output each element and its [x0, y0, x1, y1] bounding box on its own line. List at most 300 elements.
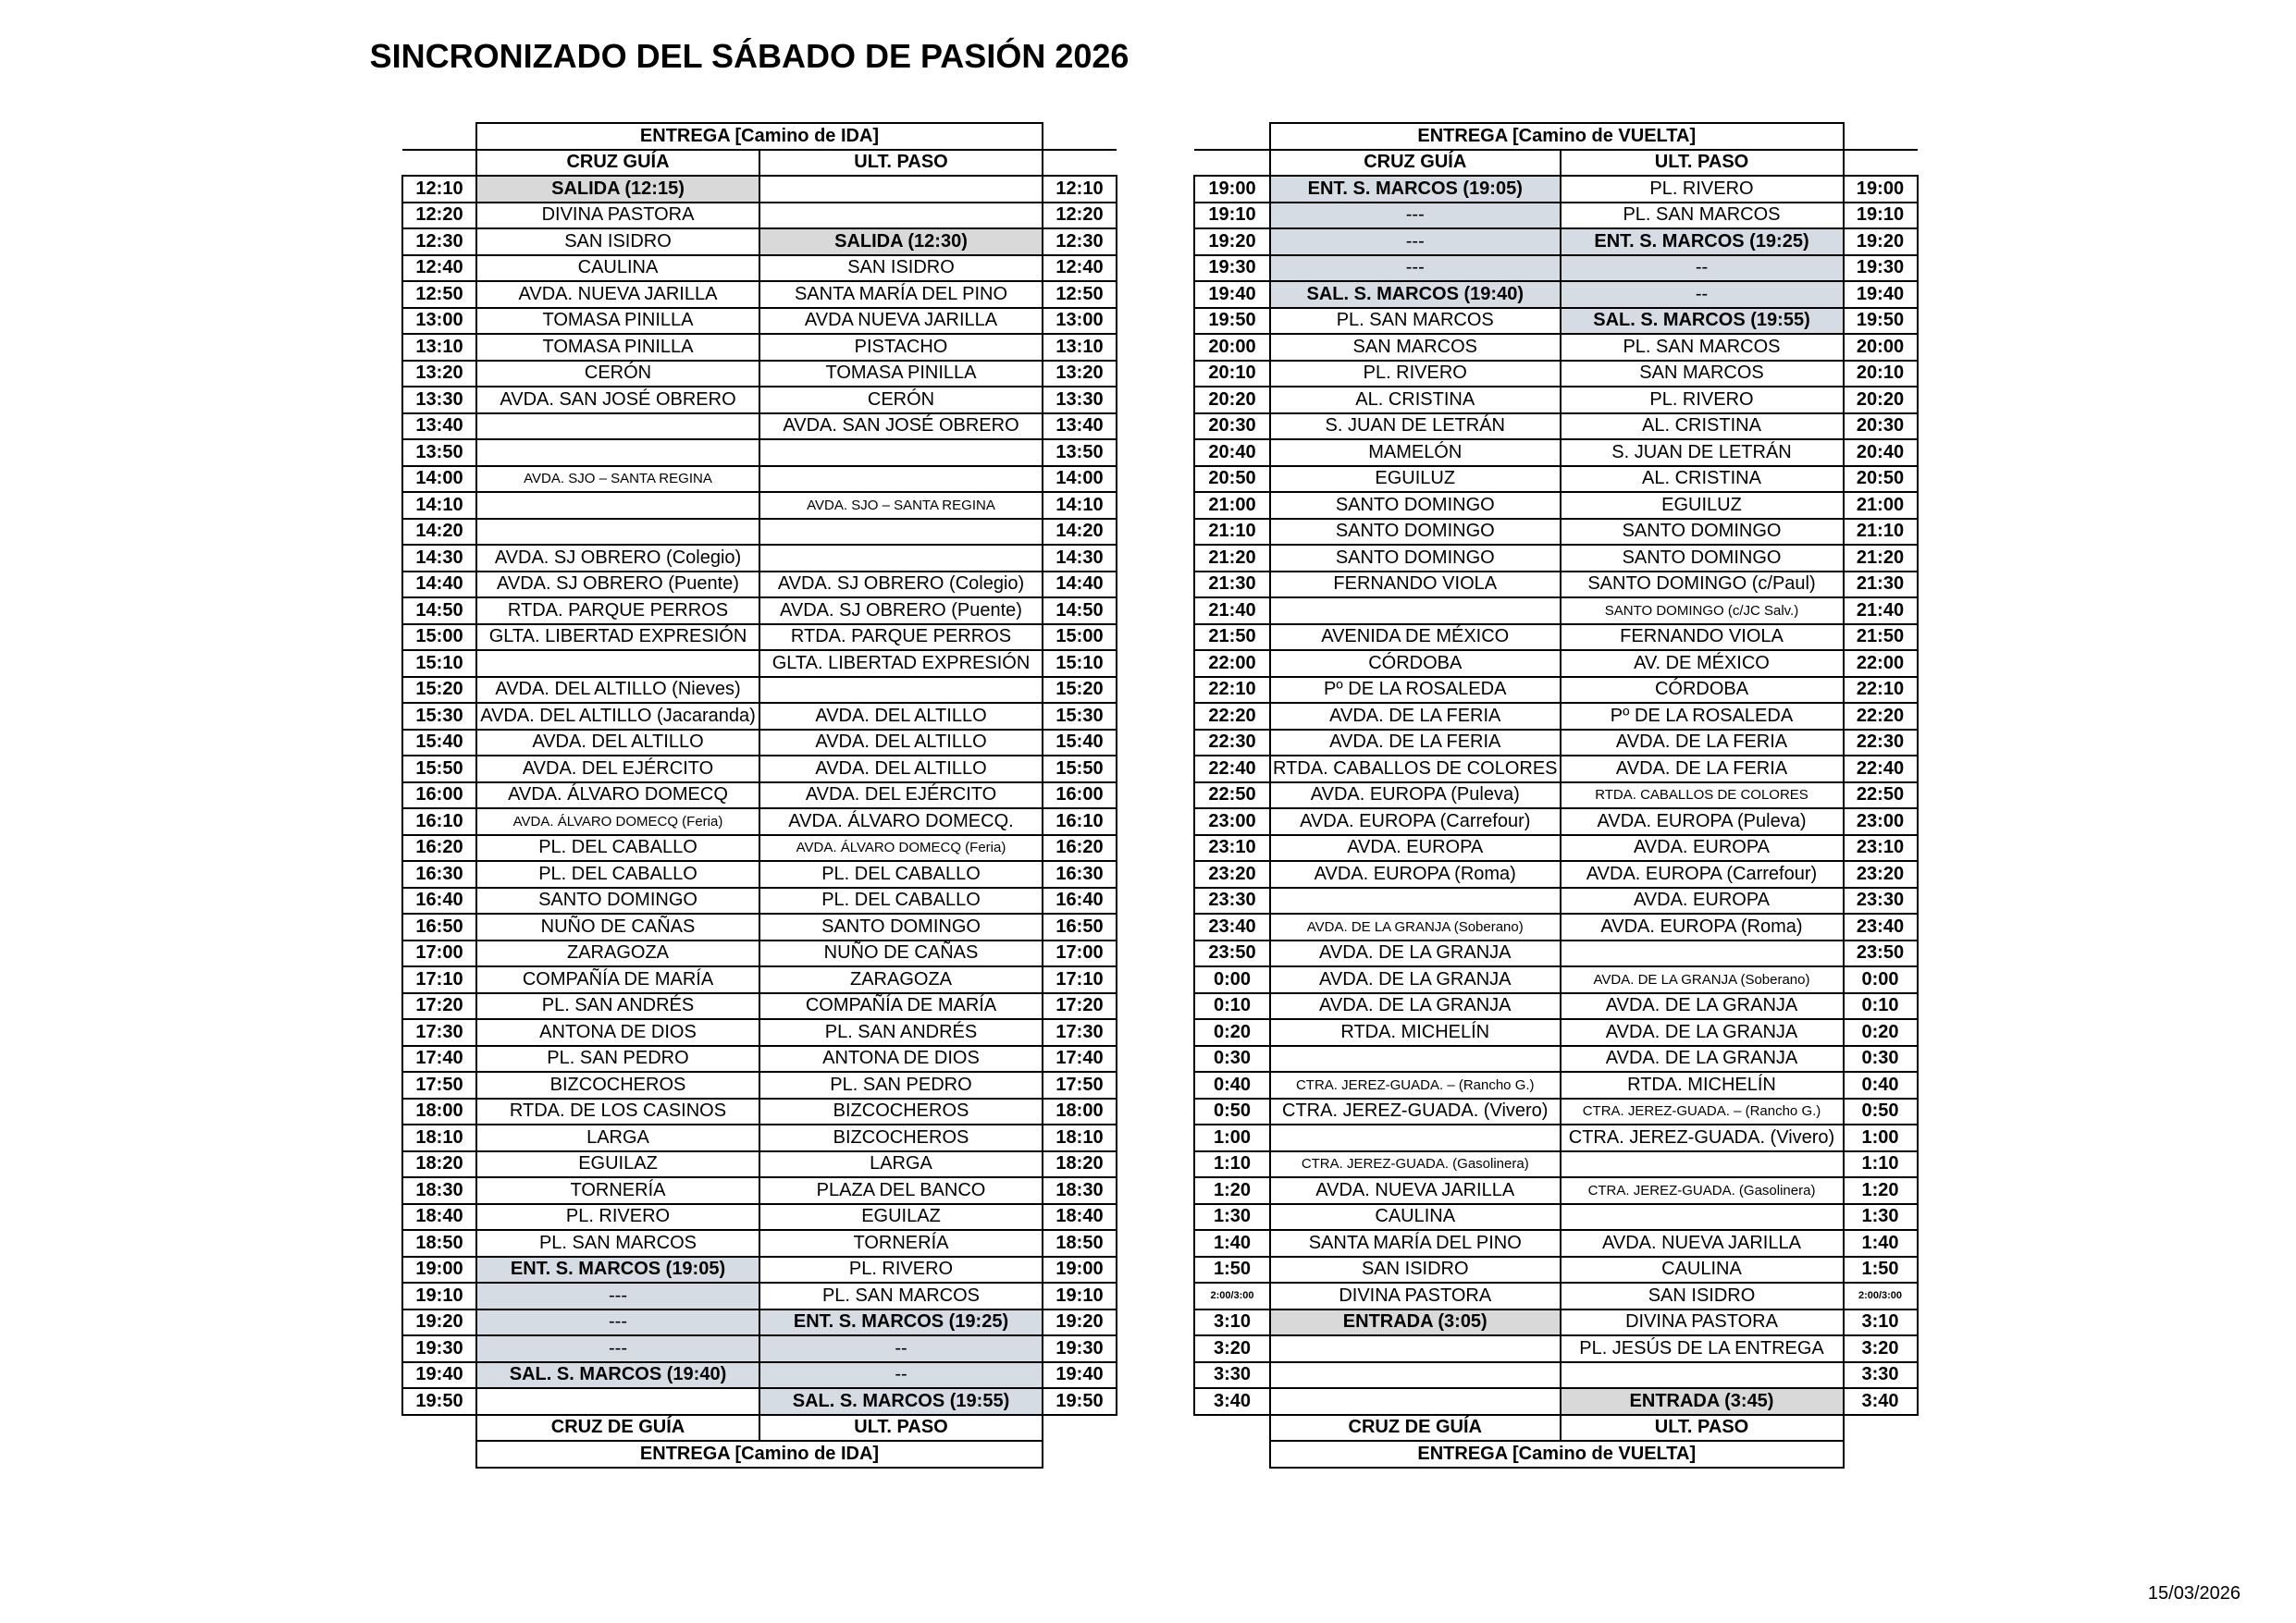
- ida-cruz-guia-cell: ZARAGOZA: [476, 941, 759, 967]
- spacer: [1194, 1415, 1270, 1442]
- vuelta-time-right: 20:20: [1844, 387, 1918, 413]
- ida-ult-paso-cell: PL. DEL CABALLO: [759, 861, 1043, 888]
- vuelta-time-right: 3:10: [1844, 1309, 1918, 1336]
- ida-cruz-guia-cell: NUÑO DE CAÑAS: [476, 914, 759, 941]
- ida-time-right: 16:10: [1043, 808, 1117, 835]
- ida-time-right: 18:10: [1043, 1125, 1117, 1151]
- page-title: SINCRONIZADO DEL SÁBADO DE PASIÓN 2026: [369, 37, 1129, 75]
- ida-cruz-guia-cell: TOMASA PINILLA: [476, 308, 759, 335]
- table-row: [1194, 572, 1918, 598]
- vuelta-cruz-guia-cell: AL. CRISTINA: [1270, 387, 1561, 413]
- vuelta-ult-paso-cell: AL. CRISTINA: [1561, 413, 1844, 440]
- ida-ult-paso-cell: PL. SAN MARCOS: [759, 1283, 1043, 1309]
- table-row: [402, 439, 1117, 466]
- spacer: [402, 123, 476, 150]
- ida-ult-paso-cell: [759, 203, 1043, 229]
- vuelta-ult-paso-cell: AVDA. EUROPA (Puleva): [1561, 808, 1844, 835]
- vuelta-ult-paso-cell: SANTO DOMINGO: [1561, 519, 1844, 546]
- vuelta-cruz-guia-cell: AVDA. DE LA GRANJA: [1270, 993, 1561, 1020]
- ida-ult-paso-cell: AVDA. ÁLVARO DOMECQ.: [759, 808, 1043, 835]
- vuelta-time-right: 20:40: [1844, 439, 1918, 466]
- vuelta-ult-paso-cell: AVDA. EUROPA (Roma): [1561, 914, 1844, 941]
- table-row: [1194, 993, 1918, 1020]
- table-row: [402, 966, 1117, 993]
- ida-cruz-guia-cell: SANTO DOMINGO: [476, 888, 759, 915]
- vuelta-time-left: 0:50: [1194, 1099, 1270, 1125]
- table-row: [402, 203, 1117, 229]
- ida-time-left: 18:20: [402, 1151, 476, 1178]
- table-row: [1194, 519, 1918, 546]
- vuelta-time-left: 21:40: [1194, 597, 1270, 624]
- ida-cruz-guia-cell: AVDA. SAN JOSÉ OBRERO: [476, 387, 759, 413]
- table-row: [1194, 703, 1918, 730]
- table-row: [402, 1283, 1117, 1309]
- vuelta-cruz-guia-cell: Pº DE LA ROSALEDA: [1270, 677, 1561, 704]
- vuelta-time-left: 20:20: [1194, 387, 1270, 413]
- ida-ult-paso-cell: AVDA. SAN JOSÉ OBRERO: [759, 413, 1043, 440]
- ida-cruz-guia-cell: AVDA. DEL ALTILLO (Jacaranda): [476, 703, 759, 730]
- ida-ult-paso-cell: PL. DEL CABALLO: [759, 888, 1043, 915]
- table-row: [1194, 650, 1918, 677]
- vuelta-time-right: 1:20: [1844, 1177, 1918, 1204]
- table-row: [402, 1046, 1117, 1073]
- vuelta-time-left: 3:10: [1194, 1309, 1270, 1336]
- ida-footer-cruz: CRUZ DE GUÍA: [476, 1415, 759, 1442]
- table-row: [1194, 1019, 1918, 1046]
- vuelta-ult-paso-cell: AVDA. DE LA FERIA: [1561, 730, 1844, 756]
- table-row: [402, 176, 1117, 203]
- ida-time-right: 15:40: [1043, 730, 1117, 756]
- vuelta-time-right: 1:40: [1844, 1230, 1918, 1257]
- ida-time-left: 16:40: [402, 888, 476, 915]
- vuelta-time-left: 21:10: [1194, 519, 1270, 546]
- vuelta-ult-paso-cell: RTDA. MICHELÍN: [1561, 1072, 1844, 1099]
- vuelta-time-right: 3:40: [1844, 1388, 1918, 1415]
- ida-time-left: 16:00: [402, 782, 476, 809]
- vuelta-ult-paso-cell: [1561, 1362, 1844, 1389]
- table-row: [1194, 888, 1918, 915]
- ida-cruz-guia-cell: ---: [476, 1309, 759, 1336]
- table-row: [1194, 176, 1918, 203]
- vuelta-time-left: 0:30: [1194, 1046, 1270, 1073]
- ida-time-left: 13:50: [402, 439, 476, 466]
- ida-time-left: 12:40: [402, 255, 476, 282]
- ida-ult-paso-cell: AVDA. DEL ALTILLO: [759, 756, 1043, 782]
- ida-time-right: 16:40: [1043, 888, 1117, 915]
- ida-cruz-guia-cell: CAULINA: [476, 255, 759, 282]
- vuelta-time-left: 0:10: [1194, 993, 1270, 1020]
- vuelta-cruz-guia-cell: RTDA. MICHELÍN: [1270, 1019, 1561, 1046]
- spacer: [1043, 123, 1117, 150]
- vuelta-time-left: 23:00: [1194, 808, 1270, 835]
- vuelta-time-left: 21:00: [1194, 492, 1270, 519]
- table-row: [402, 1125, 1117, 1151]
- vuelta-cruz-guia-cell: ---: [1270, 228, 1561, 255]
- ida-ult-paso-cell: AVDA. DEL EJÉRCITO: [759, 782, 1043, 809]
- table-row: [1194, 1309, 1918, 1336]
- ida-ult-paso-cell: CERÓN: [759, 387, 1043, 413]
- table-row: [1194, 387, 1918, 413]
- vuelta-time-right: 19:10: [1844, 203, 1918, 229]
- table-row: [1194, 1362, 1918, 1389]
- vuelta-time-right: 22:00: [1844, 650, 1918, 677]
- ida-cruz-guia-cell: CERÓN: [476, 361, 759, 387]
- ida-time-right: 12:20: [1043, 203, 1117, 229]
- ida-time-right: 19:00: [1043, 1257, 1117, 1284]
- ida-cruz-guia-cell: PL. DEL CABALLO: [476, 835, 759, 862]
- vuelta-cruz-guia-cell: AVDA. DE LA FERIA: [1270, 730, 1561, 756]
- table-row: [402, 1309, 1117, 1336]
- ida-time-left: 15:00: [402, 624, 476, 651]
- vuelta-time-right: 23:50: [1844, 941, 1918, 967]
- table-row: [1194, 1072, 1918, 1099]
- ida-cruz-guia-cell: AVDA. DEL ALTILLO (Nieves): [476, 677, 759, 704]
- vuelta-time-left: 20:00: [1194, 334, 1270, 361]
- table-row: [1194, 782, 1918, 809]
- ida-ult-paso-cell: AVDA. SJ OBRERO (Colegio): [759, 572, 1043, 598]
- ida-time-right: 19:50: [1043, 1388, 1117, 1415]
- vuelta-time-left: 0:40: [1194, 1072, 1270, 1099]
- document-date: 15/03/2026: [2147, 1583, 2240, 1604]
- ida-cruz-guia-cell: AVDA. ÁLVARO DOMECQ (Feria): [476, 808, 759, 835]
- vuelta-time-right: 1:10: [1844, 1151, 1918, 1178]
- ida-time-right: 14:50: [1043, 597, 1117, 624]
- ida-time-right: 15:30: [1043, 703, 1117, 730]
- ida-time-left: 15:40: [402, 730, 476, 756]
- table-row: [402, 228, 1117, 255]
- ida-cruz-guia-cell: [476, 1388, 759, 1415]
- vuelta-cruz-guia-cell: SANTO DOMINGO: [1270, 545, 1561, 572]
- ida-cruz-guia-cell: AVDA. DEL ALTILLO: [476, 730, 759, 756]
- ida-cruz-guia-cell: EGUILAZ: [476, 1151, 759, 1178]
- ida-time-left: 15:30: [402, 703, 476, 730]
- table-row: [1194, 941, 1918, 967]
- vuelta-cruz-guia-cell: MAMELÓN: [1270, 439, 1561, 466]
- ida-time-left: 14:20: [402, 519, 476, 546]
- ida-header: ENTREGA [Camino de IDA]: [476, 123, 1043, 150]
- ida-ult-paso-cell: PL. RIVERO: [759, 1257, 1043, 1284]
- table-row: [402, 545, 1117, 572]
- vuelta-time-right: 22:40: [1844, 756, 1918, 782]
- spacer: [402, 1441, 476, 1468]
- ida-time-right: 15:50: [1043, 756, 1117, 782]
- vuelta-time-left: 23:10: [1194, 835, 1270, 862]
- vuelta-time-left: 21:30: [1194, 572, 1270, 598]
- table-row: [402, 914, 1117, 941]
- vuelta-time-right: 0:10: [1844, 993, 1918, 1020]
- vuelta-cruz-guia-cell: FERNANDO VIOLA: [1270, 572, 1561, 598]
- vuelta-cruz-guia-cell: PL. SAN MARCOS: [1270, 308, 1561, 335]
- table-row: [1194, 835, 1918, 862]
- table-row: [1194, 966, 1918, 993]
- spacer: [1194, 1441, 1270, 1468]
- vuelta-ult-paso-cell: PL. JESÚS DE LA ENTREGA: [1561, 1335, 1844, 1362]
- table-row: [1194, 1388, 1918, 1415]
- vuelta-ult-paso-cell: AVDA. DE LA GRANJA: [1561, 1019, 1844, 1046]
- ida-time-left: 19:00: [402, 1257, 476, 1284]
- ida-time-right: 12:30: [1043, 228, 1117, 255]
- table-row: [402, 519, 1117, 546]
- ida-time-right: 14:40: [1043, 572, 1117, 598]
- vuelta-time-left: 23:30: [1194, 888, 1270, 915]
- vuelta-time-right: 2:00/3:00: [1844, 1283, 1918, 1309]
- vuelta-ult-paso-cell: SAN MARCOS: [1561, 361, 1844, 387]
- ida-time-left: 17:10: [402, 966, 476, 993]
- ida-cruz-guia-cell: AVDA. SJ OBRERO (Colegio): [476, 545, 759, 572]
- vuelta-time-left: 22:00: [1194, 650, 1270, 677]
- ida-col-cruz: CRUZ GUÍA: [476, 150, 759, 177]
- table-row: [402, 703, 1117, 730]
- ida-cruz-guia-cell: SAL. S. MARCOS (19:40): [476, 1362, 759, 1389]
- vuelta-time-left: 19:00: [1194, 176, 1270, 203]
- vuelta-cruz-guia-cell: ---: [1270, 255, 1561, 282]
- vuelta-cruz-guia-cell: SANTO DOMINGO: [1270, 519, 1561, 546]
- vuelta-ult-paso-cell: --: [1561, 255, 1844, 282]
- vuelta-time-left: 3:30: [1194, 1362, 1270, 1389]
- vuelta-cruz-guia-cell: ENTRADA (3:05): [1270, 1309, 1561, 1336]
- table-row: [402, 808, 1117, 835]
- ida-ult-paso-cell: COMPAÑÍA DE MARÍA: [759, 993, 1043, 1020]
- ida-ult-paso-cell: PL. SAN ANDRÉS: [759, 1019, 1043, 1046]
- ida-ult-paso-cell: SAN ISIDRO: [759, 255, 1043, 282]
- table-row: [402, 466, 1117, 493]
- table-row: [1194, 1204, 1918, 1231]
- ida-ult-paso-cell: [759, 677, 1043, 704]
- ida-time-left: 13:00: [402, 308, 476, 335]
- vuelta-time-left: 1:10: [1194, 1151, 1270, 1178]
- vuelta-time-right: 0:50: [1844, 1099, 1918, 1125]
- vuelta-ult-paso-cell: AVDA. EUROPA: [1561, 835, 1844, 862]
- vuelta-cruz-guia-cell: ENT. S. MARCOS (19:05): [1270, 176, 1561, 203]
- ida-cruz-guia-cell: TOMASA PINILLA: [476, 334, 759, 361]
- ida-ult-paso-cell: GLTA. LIBERTAD EXPRESIÓN: [759, 650, 1043, 677]
- vuelta-ult-paso-cell: RTDA. CABALLOS DE COLORES: [1561, 782, 1844, 809]
- vuelta-schedule-table: [1193, 122, 1919, 1469]
- vuelta-cruz-guia-cell: [1270, 1388, 1561, 1415]
- ida-time-left: 13:30: [402, 387, 476, 413]
- ida-cruz-guia-cell: TORNERÍA: [476, 1177, 759, 1204]
- ida-ult-paso-cell: BIZCOCHEROS: [759, 1125, 1043, 1151]
- vuelta-cruz-guia-cell: AVDA. DE LA GRANJA (Soberano): [1270, 914, 1561, 941]
- ida-time-left: 15:10: [402, 650, 476, 677]
- ida-time-left: 14:00: [402, 466, 476, 493]
- ida-time-right: 13:50: [1043, 439, 1117, 466]
- table-row: [1194, 756, 1918, 782]
- ida-ult-paso-cell: ZARAGOZA: [759, 966, 1043, 993]
- vuelta-cruz-guia-cell: SAN MARCOS: [1270, 334, 1561, 361]
- vuelta-time-left: 22:10: [1194, 677, 1270, 704]
- ida-cruz-guia-cell: [476, 492, 759, 519]
- ida-ult-paso-cell: --: [759, 1362, 1043, 1389]
- ida-ult-paso-cell: NUÑO DE CAÑAS: [759, 941, 1043, 967]
- ida-ult-paso-cell: [759, 176, 1043, 203]
- ida-cruz-guia-cell: PL. DEL CABALLO: [476, 861, 759, 888]
- table-row: [1194, 439, 1918, 466]
- ida-footer: ENTREGA [Camino de IDA]: [476, 1441, 1043, 1468]
- vuelta-time-right: 20:50: [1844, 466, 1918, 493]
- vuelta-ult-paso-cell: SAL. S. MARCOS (19:55): [1561, 308, 1844, 335]
- spacer: [1043, 1441, 1117, 1468]
- vuelta-cruz-guia-cell: AVDA. NUEVA JARILLA: [1270, 1177, 1561, 1204]
- vuelta-cruz-guia-cell: [1270, 597, 1561, 624]
- ida-body: [402, 176, 1117, 1415]
- vuelta-time-right: 1:50: [1844, 1257, 1918, 1284]
- vuelta-time-right: 21:20: [1844, 545, 1918, 572]
- vuelta-time-right: 21:40: [1844, 597, 1918, 624]
- vuelta-ult-paso-cell: SANTO DOMINGO (c/JC Salv.): [1561, 597, 1844, 624]
- table-row: [402, 1335, 1117, 1362]
- table-row: [402, 387, 1117, 413]
- ida-time-left: 19:20: [402, 1309, 476, 1336]
- table-row: [402, 861, 1117, 888]
- table-row: [1194, 255, 1918, 282]
- table-row: [402, 334, 1117, 361]
- ida-ult-paso-cell: LARGA: [759, 1151, 1043, 1178]
- ida-time-left: 18:30: [402, 1177, 476, 1204]
- ida-ult-paso-cell: TORNERÍA: [759, 1230, 1043, 1257]
- ida-time-left: 19:50: [402, 1388, 476, 1415]
- table-row: [1194, 861, 1918, 888]
- vuelta-time-right: 21:30: [1844, 572, 1918, 598]
- ida-ult-paso-cell: RTDA. PARQUE PERROS: [759, 624, 1043, 651]
- vuelta-time-left: 3:40: [1194, 1388, 1270, 1415]
- ida-cruz-guia-cell: BIZCOCHEROS: [476, 1072, 759, 1099]
- ida-cruz-guia-cell: AVDA. SJ OBRERO (Puente): [476, 572, 759, 598]
- ida-time-left: 12:50: [402, 281, 476, 308]
- vuelta-time-left: 19:20: [1194, 228, 1270, 255]
- vuelta-time-left: 21:20: [1194, 545, 1270, 572]
- vuelta-time-left: 22:50: [1194, 782, 1270, 809]
- vuelta-time-right: 1:30: [1844, 1204, 1918, 1231]
- ida-time-right: 15:20: [1043, 677, 1117, 704]
- ida-ult-paso-cell: AVDA NUEVA JARILLA: [759, 308, 1043, 335]
- table-row: [1194, 466, 1918, 493]
- ida-time-left: 18:10: [402, 1125, 476, 1151]
- vuelta-ult-paso-cell: --: [1561, 281, 1844, 308]
- vuelta-time-left: 21:50: [1194, 624, 1270, 651]
- vuelta-time-left: 19:10: [1194, 203, 1270, 229]
- vuelta-cruz-guia-cell: AVDA. DE LA FERIA: [1270, 703, 1561, 730]
- ida-time-right: 18:40: [1043, 1204, 1117, 1231]
- vuelta-ult-paso-cell: AVDA. DE LA GRANJA: [1561, 993, 1844, 1020]
- vuelta-time-right: 22:50: [1844, 782, 1918, 809]
- table-row: [1194, 334, 1918, 361]
- ida-time-left: 16:50: [402, 914, 476, 941]
- spacer: [1194, 123, 1270, 150]
- vuelta-cruz-guia-cell: [1270, 1362, 1561, 1389]
- table-row: [402, 1177, 1117, 1204]
- ida-cruz-guia-cell: ---: [476, 1335, 759, 1362]
- spacer: [1043, 150, 1117, 177]
- ida-time-right: 18:00: [1043, 1099, 1117, 1125]
- ida-cruz-guia-cell: [476, 439, 759, 466]
- ida-time-right: 13:30: [1043, 387, 1117, 413]
- ida-time-left: 17:20: [402, 993, 476, 1020]
- ida-time-left: 15:20: [402, 677, 476, 704]
- ida-ult-paso-cell: EGUILAZ: [759, 1204, 1043, 1231]
- vuelta-time-left: 19:40: [1194, 281, 1270, 308]
- vuelta-time-right: 19:30: [1844, 255, 1918, 282]
- table-row: [402, 993, 1117, 1020]
- ida-time-left: 13:10: [402, 334, 476, 361]
- ida-time-left: 17:40: [402, 1046, 476, 1073]
- vuelta-body: [1194, 176, 1918, 1415]
- ida-cruz-guia-cell: ANTONA DE DIOS: [476, 1019, 759, 1046]
- ida-time-right: 13:20: [1043, 361, 1117, 387]
- vuelta-time-right: 19:00: [1844, 176, 1918, 203]
- ida-time-left: 17:50: [402, 1072, 476, 1099]
- table-row: [1194, 203, 1918, 229]
- table-row: [1194, 1335, 1918, 1362]
- ida-cruz-guia-cell: AVDA. DEL EJÉRCITO: [476, 756, 759, 782]
- vuelta-time-left: 1:00: [1194, 1125, 1270, 1151]
- vuelta-cruz-guia-cell: [1270, 1125, 1561, 1151]
- vuelta-cruz-guia-cell: DIVINA PASTORA: [1270, 1283, 1561, 1309]
- vuelta-cruz-guia-cell: SAN ISIDRO: [1270, 1257, 1561, 1284]
- vuelta-footer: ENTREGA [Camino de VUELTA]: [1270, 1441, 1844, 1468]
- vuelta-time-left: 20:10: [1194, 361, 1270, 387]
- table-row: [1194, 1151, 1918, 1178]
- vuelta-header: ENTREGA [Camino de VUELTA]: [1270, 123, 1844, 150]
- vuelta-ult-paso-cell: [1561, 941, 1844, 967]
- table-row: [402, 492, 1117, 519]
- ida-cruz-guia-cell: [476, 413, 759, 440]
- vuelta-ult-paso-cell: AL. CRISTINA: [1561, 466, 1844, 493]
- ida-time-right: 16:30: [1043, 861, 1117, 888]
- vuelta-time-left: 3:20: [1194, 1335, 1270, 1362]
- ida-ult-paso-cell: BIZCOCHEROS: [759, 1099, 1043, 1125]
- table-row: [1194, 1230, 1918, 1257]
- vuelta-time-right: 23:00: [1844, 808, 1918, 835]
- spacer: [1043, 1415, 1117, 1442]
- table-row: [1194, 1046, 1918, 1073]
- vuelta-cruz-guia-cell: AVDA. EUROPA: [1270, 835, 1561, 862]
- vuelta-ult-paso-cell: SANTO DOMINGO (c/Paul): [1561, 572, 1844, 598]
- table-row: [402, 1230, 1117, 1257]
- table-row: [402, 1362, 1117, 1389]
- spacer: [1844, 1441, 1918, 1468]
- vuelta-cruz-guia-cell: S. JUAN DE LETRÁN: [1270, 413, 1561, 440]
- vuelta-time-right: 23:10: [1844, 835, 1918, 862]
- table-row: [402, 1019, 1117, 1046]
- ida-cruz-guia-cell: DIVINA PASTORA: [476, 203, 759, 229]
- vuelta-time-right: 1:00: [1844, 1125, 1918, 1151]
- table-row: [1194, 413, 1918, 440]
- vuelta-time-right: 21:50: [1844, 624, 1918, 651]
- ida-cruz-guia-cell: SAN ISIDRO: [476, 228, 759, 255]
- vuelta-time-left: 0:20: [1194, 1019, 1270, 1046]
- vuelta-ult-paso-cell: ENTRADA (3:45): [1561, 1388, 1844, 1415]
- vuelta-cruz-guia-cell: AVDA. EUROPA (Puleva): [1270, 782, 1561, 809]
- vuelta-ult-paso-cell: CTRA. JEREZ-GUADA. (Gasolinera): [1561, 1177, 1844, 1204]
- ida-time-right: 15:00: [1043, 624, 1117, 651]
- ida-cruz-guia-cell: AVDA. ÁLVARO DOMECQ: [476, 782, 759, 809]
- vuelta-time-right: 22:10: [1844, 677, 1918, 704]
- vuelta-time-left: 20:50: [1194, 466, 1270, 493]
- vuelta-time-left: 23:50: [1194, 941, 1270, 967]
- table-row: [402, 361, 1117, 387]
- vuelta-cruz-guia-cell: CTRA. JEREZ-GUADA. – (Rancho G.): [1270, 1072, 1561, 1099]
- table-row: [402, 1099, 1117, 1125]
- ida-time-left: 19:40: [402, 1362, 476, 1389]
- vuelta-cruz-guia-cell: AVENIDA DE MÉXICO: [1270, 624, 1561, 651]
- ida-time-right: 17:10: [1043, 966, 1117, 993]
- table-row: [1194, 914, 1918, 941]
- table-row: [1194, 1257, 1918, 1284]
- table-row: [1194, 730, 1918, 756]
- ida-ult-paso-cell: --: [759, 1335, 1043, 1362]
- vuelta-ult-paso-cell: CTRA. JEREZ-GUADA. – (Rancho G.): [1561, 1099, 1844, 1125]
